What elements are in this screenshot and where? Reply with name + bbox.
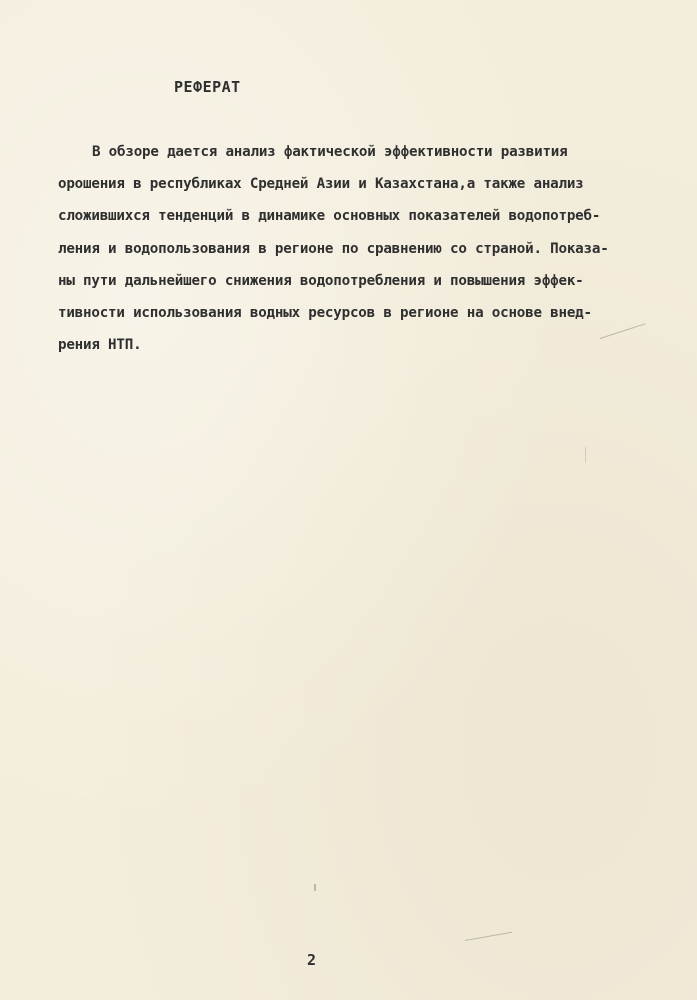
paragraph-line: ны пути дальнейшего снижения водопотребления и повышения эффек-	[58, 272, 584, 289]
paper-dot	[314, 884, 316, 891]
paragraph-line: тивности использования водных ресурсов в регионе на основе внед-	[58, 304, 592, 321]
abstract-paragraph	[58, 136, 688, 361]
document-title: РЕФЕРАТ	[174, 78, 241, 96]
paper-dot	[585, 447, 586, 463]
paragraph-line: сложившихся тенденций в динамике основных показателей водопотреб-	[58, 208, 601, 225]
page-number: 2	[307, 951, 317, 969]
paragraph-line: рения НТП.	[58, 337, 142, 354]
paragraph-line: ления и водопользования в регионе по сравнению со страной. Показа-	[58, 240, 609, 257]
paragraph-line: В обзоре дается анализ фактической эффективности развития	[92, 144, 568, 160]
paper-scratch	[465, 932, 512, 941]
paragraph-line: орошения в республиках Средней Азии и Казахстана,а также анализ	[58, 176, 584, 193]
